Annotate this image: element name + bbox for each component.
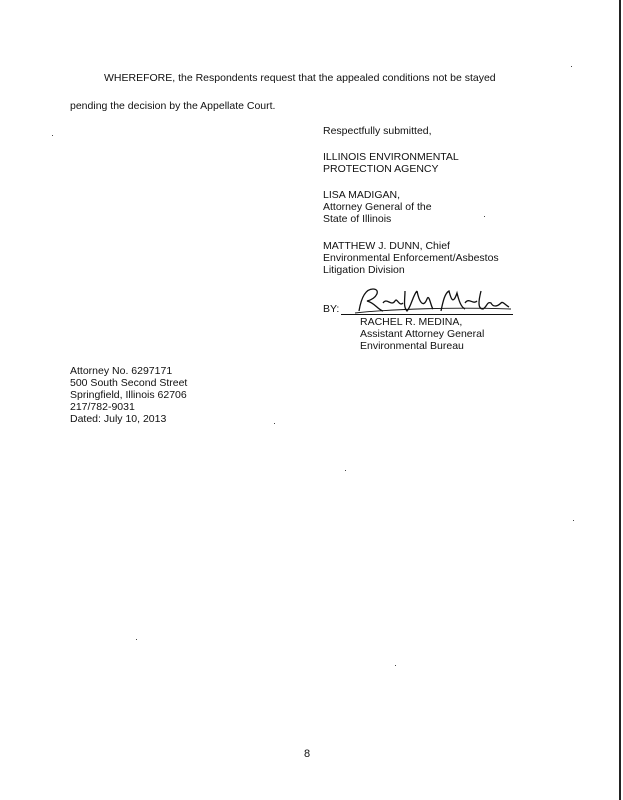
signer-title-1: Assistant Attorney General (360, 328, 485, 340)
pending-paragraph: pending the decision by the Appellate Court. (70, 100, 276, 112)
city-state-zip: Springfield, Illinois 62706 (70, 389, 187, 401)
phone-number: 217/782-9031 (70, 401, 135, 413)
agency-line-1: ILLINOIS ENVIRONMENTAL (323, 151, 459, 163)
page-edge-line (619, 0, 621, 800)
attorney-number: Attorney No. 6297171 (70, 365, 173, 377)
scan-speck (573, 520, 574, 521)
wherefore-paragraph: WHEREFORE, the Respondents request that the appealed conditions not be stayed (104, 72, 496, 84)
attorney-general-block (323, 189, 432, 225)
page-number: 8 (304, 748, 311, 760)
chief-block (323, 240, 499, 276)
street-address: 500 South Second Street (70, 377, 188, 389)
by-label: BY: (323, 303, 340, 315)
attorney-general-name: LISA MADIGAN, (323, 189, 401, 201)
attorney-contact-block (70, 365, 187, 425)
signer-block (360, 316, 484, 352)
signer-name: RACHEL R. MEDINA, (360, 316, 463, 328)
signature-line (341, 314, 513, 315)
agency-block (323, 151, 459, 175)
signature-area (323, 285, 523, 317)
attorney-general-title-2: State of Illinois (323, 213, 392, 225)
closing-respectfully (323, 125, 432, 137)
scan-speck (345, 470, 346, 471)
agency-line-2: PROTECTION AGENCY (323, 163, 439, 175)
handwritten-signature (353, 285, 513, 315)
scan-speck (52, 135, 53, 136)
respectfully-submitted: Respectfully submitted, (323, 125, 432, 137)
scan-speck (395, 665, 396, 666)
chief-title-1: Environmental Enforcement/Asbestos (323, 252, 499, 264)
scan-speck (274, 423, 275, 424)
signer-title-2: Environmental Bureau (360, 340, 464, 352)
attorney-general-title-1: Attorney General of the (323, 201, 432, 213)
scan-speck (136, 639, 137, 640)
scan-speck (484, 216, 485, 217)
chief-title-2: Litigation Division (323, 264, 405, 276)
scan-speck (571, 66, 572, 67)
dated-line: Dated: July 10, 2013 (70, 413, 167, 425)
chief-name: MATTHEW J. DUNN, Chief (323, 240, 450, 252)
